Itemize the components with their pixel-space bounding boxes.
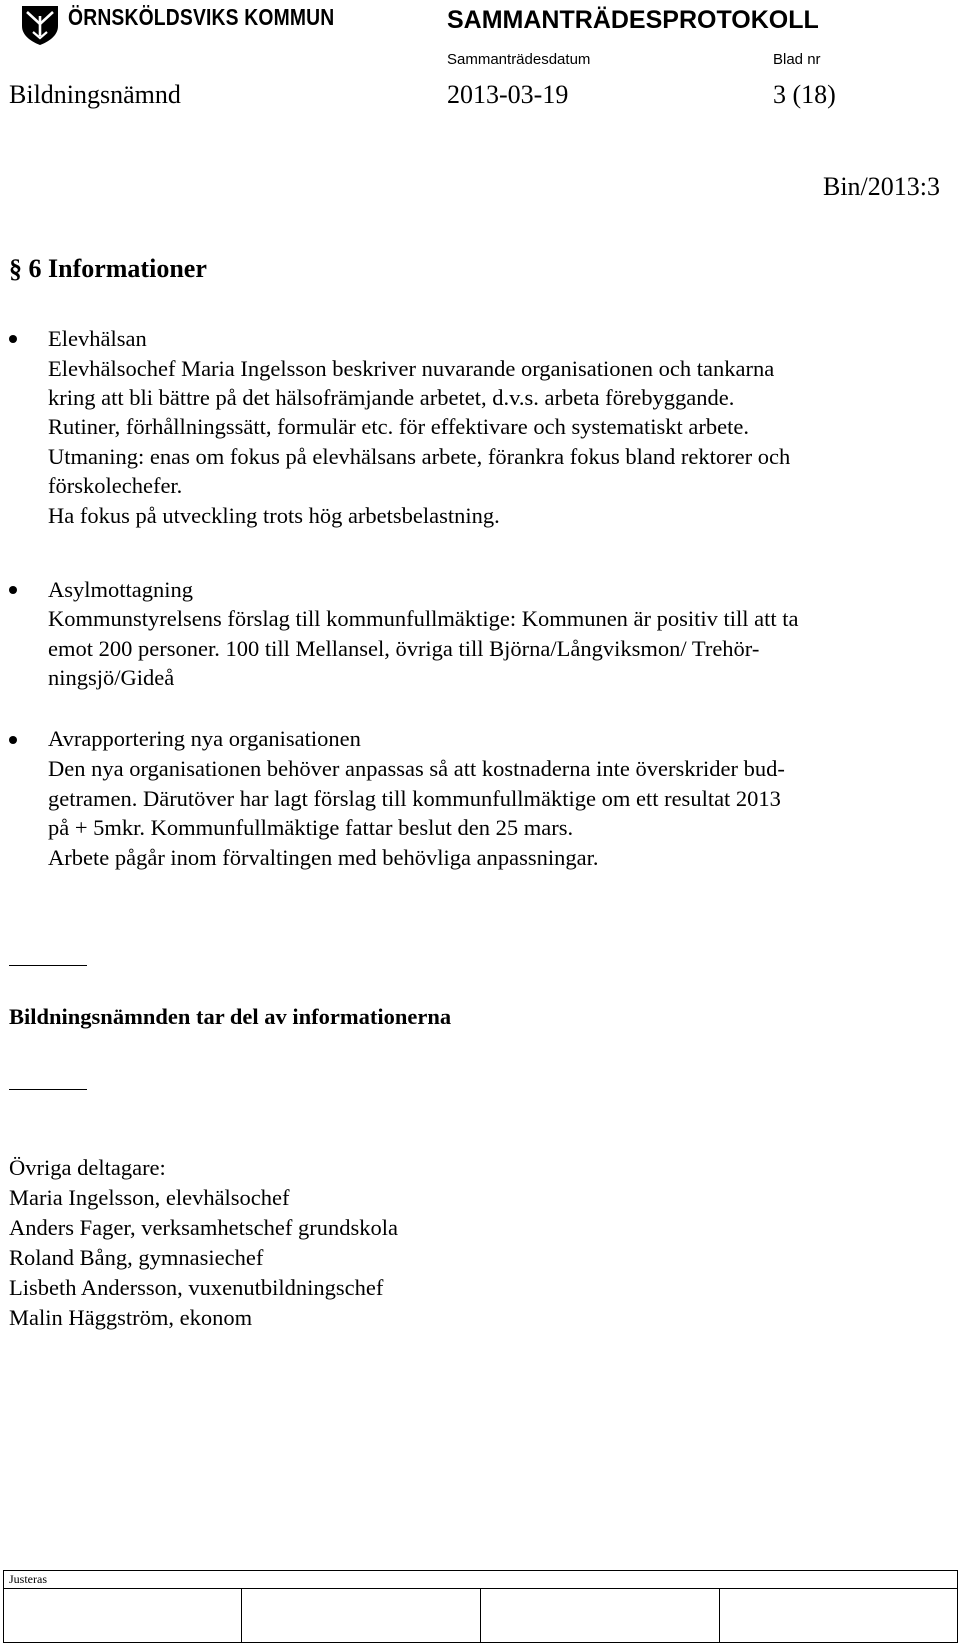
participant: Anders Fager, verksamhetschef grundskola [9,1215,398,1240]
bullet-icon [9,335,17,343]
signature-table-header [4,1571,957,1589]
participant: Malin Häggström, ekonom [9,1305,253,1330]
item-text-line: Rutiner, förhållningssätt, formulär etc. för effektivare och systematiskt arbete. [48,414,749,439]
item-text-line: Utmaning: enas om fokus på elevhälsans arbete, förankra fokus bland rektorer och [48,444,791,469]
item-text-line: Kommunstyrelsens förslag till kommunfullmäktige: Kommunen är positiv till att ta [48,606,799,631]
item-text-line: getramen. Därutöver har lagt förslag till kommunfullmäktige om ett resultat 2013 [48,786,781,811]
separator-rule [9,965,87,966]
item-text-line: Elevhälsochef Maria Ingelsson beskriver nuvarande organisationen och tankarna [48,356,775,381]
participant: Maria Ingelsson, elevhälsochef [9,1185,290,1210]
item-heading: Asylmottagning [48,577,193,602]
signature-table [3,1570,958,1643]
item-text-line: på + 5mkr. Kommunfullmäktige fattar beslut den 25 mars. [48,815,574,840]
approval-label: Justeras [9,1572,47,1586]
meeting-date-label: Sammanträdesdatum [447,51,591,68]
item-text-line: Ha fokus på utveckling trots hög arbetsbelastning. [48,503,500,528]
signature-cell-divider [719,1588,720,1642]
meeting-date: 2013-03-19 [447,80,569,109]
document-type: SAMMANTRÄDESPROTOKOLL [447,6,819,34]
item-text-line: emot 200 personer. 100 till Mellansel, övriga till Björna/Långviksmon/ Trehör- [48,636,760,661]
bullet-icon [9,736,17,744]
item-heading: Avrapportering nya organisationen [48,726,361,751]
participants-heading: Övriga deltagare: [9,1155,166,1180]
participant: Roland Bång, gymnasiechef [9,1245,264,1270]
municipality-name: ÖRNSKÖLDSVIKS KOMMUN [68,4,335,30]
committee-name: Bildningsnämnd [9,80,181,109]
signature-cell-divider [241,1588,242,1642]
municipality-logo [18,2,62,46]
page-number: 3 (18) [773,80,836,109]
bullet-icon [9,586,17,594]
item-text-line: kring att bli bättre på det hälsofrämjande arbetet, d.v.s. arbeta förebyggande. [48,385,735,410]
separator-rule [9,1089,87,1090]
item-text-line: förskolechefer. [48,473,183,498]
item-text-line: Arbete pågår inom förvaltingen med behövliga anpassningar. [48,845,599,870]
item-text-line: Den nya organisationen behöver anpassas så att kostnaderna inte överskrider bud- [48,756,785,781]
item-heading: Elevhälsan [48,326,147,351]
participant: Lisbeth Andersson, vuxenutbildningschef [9,1275,384,1300]
decision-text: Bildningsnämnden tar del av informationerna [9,1004,452,1029]
document-reference: Bin/2013:3 [822,172,940,201]
signature-cell-divider [480,1588,481,1642]
item-text-line: ningsjö/Gideå [48,665,175,690]
page-number-label: Blad nr [773,51,821,68]
section-title: § 6 Informationer [9,254,207,283]
